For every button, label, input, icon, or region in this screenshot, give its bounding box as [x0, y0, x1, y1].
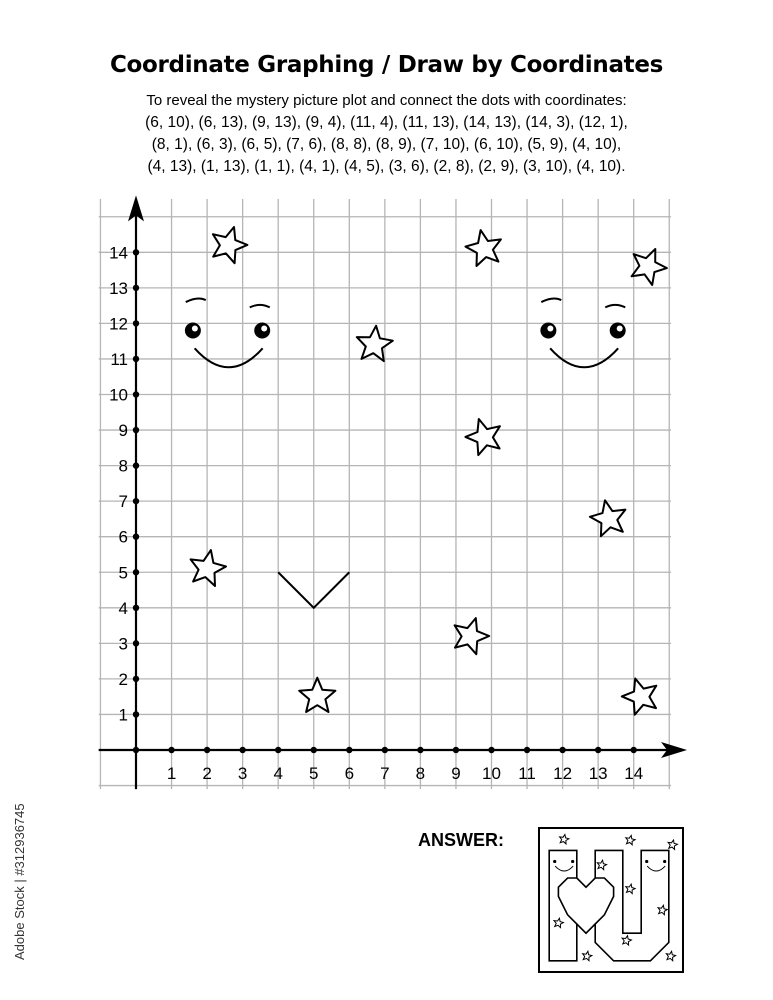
y-tick-label: 1	[118, 705, 128, 725]
star-icon	[590, 500, 626, 536]
x-tick-label: 12	[553, 764, 573, 783]
x-tick-label: 7	[380, 764, 390, 783]
y-tick-dot	[133, 534, 139, 540]
y-tick-label: 4	[118, 598, 128, 618]
eye	[571, 860, 574, 863]
y-tick-dot	[133, 676, 139, 682]
y-tick-dot	[133, 285, 139, 291]
x-tick-label: 4	[273, 764, 283, 783]
coordinates-line: (4, 13), (1, 13), (1, 1), (4, 1), (4, 5), (3, 6), (2, 8), (2, 9), (3, 10), (4, 10).	[147, 158, 626, 175]
y-tick-label: 8	[118, 456, 128, 476]
y-tick-dot	[133, 605, 139, 611]
answer-label: ANSWER:	[418, 830, 504, 850]
y-tick-label: 11	[110, 349, 128, 369]
instructions-intro: To reveal the mystery picture plot and connect the dots with coordinates:	[146, 92, 627, 109]
x-tick-dot	[382, 747, 388, 753]
x-tick-dot	[453, 747, 459, 753]
star-icon	[466, 230, 501, 266]
star-icon	[622, 679, 657, 715]
eye-highlight	[192, 326, 198, 332]
eye-highlight	[261, 326, 267, 332]
eye	[645, 860, 648, 863]
y-tick-dot	[133, 320, 139, 326]
y-tick-label: 3	[118, 634, 128, 654]
x-tick-dot	[204, 747, 210, 753]
y-tick-dot	[133, 356, 139, 362]
eyebrow	[186, 298, 206, 302]
y-tick-dot	[133, 249, 139, 255]
decorations	[185, 227, 667, 715]
x-tick-dot	[559, 747, 565, 753]
y-tick-dot	[133, 569, 139, 575]
star-icon	[357, 326, 393, 361]
origin-dot	[133, 747, 139, 753]
eye-highlight	[617, 326, 623, 332]
x-tick-dot	[311, 747, 317, 753]
x-tick-dot	[168, 747, 174, 753]
x-tick-label: 6	[344, 764, 355, 783]
eyebrow	[250, 305, 270, 308]
y-tick-dot	[133, 640, 139, 646]
x-tick-label: 10	[482, 764, 501, 783]
star-icon	[299, 678, 335, 712]
y-tick-label: 13	[109, 278, 128, 298]
eye	[553, 860, 556, 863]
page-title: Coordinate Graphing / Draw by Coordinates	[109, 52, 664, 78]
y-tick-label: 5	[118, 563, 128, 583]
smile	[550, 348, 618, 367]
x-tick-label: 8	[415, 764, 426, 783]
x-tick-label: 2	[202, 764, 212, 783]
y-tick-dot	[133, 427, 139, 433]
y-tick-label: 6	[118, 527, 128, 547]
x-tick-dot	[239, 747, 245, 753]
answer-picture	[539, 828, 683, 972]
x-tick-dot	[631, 747, 637, 753]
y-tick-label: 14	[109, 243, 128, 263]
y-tick-dot	[133, 711, 139, 717]
y-tick-dot	[133, 391, 139, 397]
y-tick-label: 2	[118, 669, 128, 689]
star-icon	[191, 550, 226, 586]
x-tick-label: 13	[588, 764, 608, 783]
coordinates-line: (6, 10), (6, 13), (9, 13), (9, 4), (11, 4), (11, 13), (14, 13), (14, 3), (12, 1),	[145, 114, 628, 131]
y-tick-label: 7	[118, 492, 128, 512]
x-tick-dot	[524, 747, 530, 753]
star-icon	[455, 618, 490, 654]
x-tick-dot	[346, 747, 352, 753]
grid-lines	[99, 199, 671, 789]
smile	[195, 348, 263, 367]
y-tick-label: 9	[118, 421, 128, 441]
star-icon	[632, 249, 667, 285]
x-tick-label: 1	[166, 764, 177, 783]
y-tick-label: 12	[109, 314, 128, 334]
x-tick-label: 11	[518, 764, 536, 783]
x-tick-label: 9	[451, 764, 461, 783]
y-tick-dot	[133, 498, 139, 504]
x-tick-dot	[488, 747, 494, 753]
x-tick-dot	[417, 747, 423, 753]
y-tick-label: 10	[109, 385, 128, 405]
x-tick-label: 14	[624, 764, 644, 783]
eyebrow	[541, 298, 561, 302]
eyebrow	[605, 305, 625, 308]
x-tick-dot	[275, 747, 281, 753]
eye	[663, 860, 666, 863]
watermark: Adobe Stock | #312936745	[12, 803, 27, 960]
y-tick-dot	[133, 462, 139, 468]
x-tick-label: 5	[309, 764, 319, 783]
eye-highlight	[547, 326, 553, 332]
x-tick-label: 3	[237, 764, 248, 783]
x-tick-dot	[595, 747, 601, 753]
star-icon	[465, 419, 500, 455]
coordinates-line: (8, 1), (6, 3), (6, 5), (7, 6), (8, 8), (8, 9), (7, 10), (6, 10), (5, 9), (4, 10),	[151, 136, 622, 153]
